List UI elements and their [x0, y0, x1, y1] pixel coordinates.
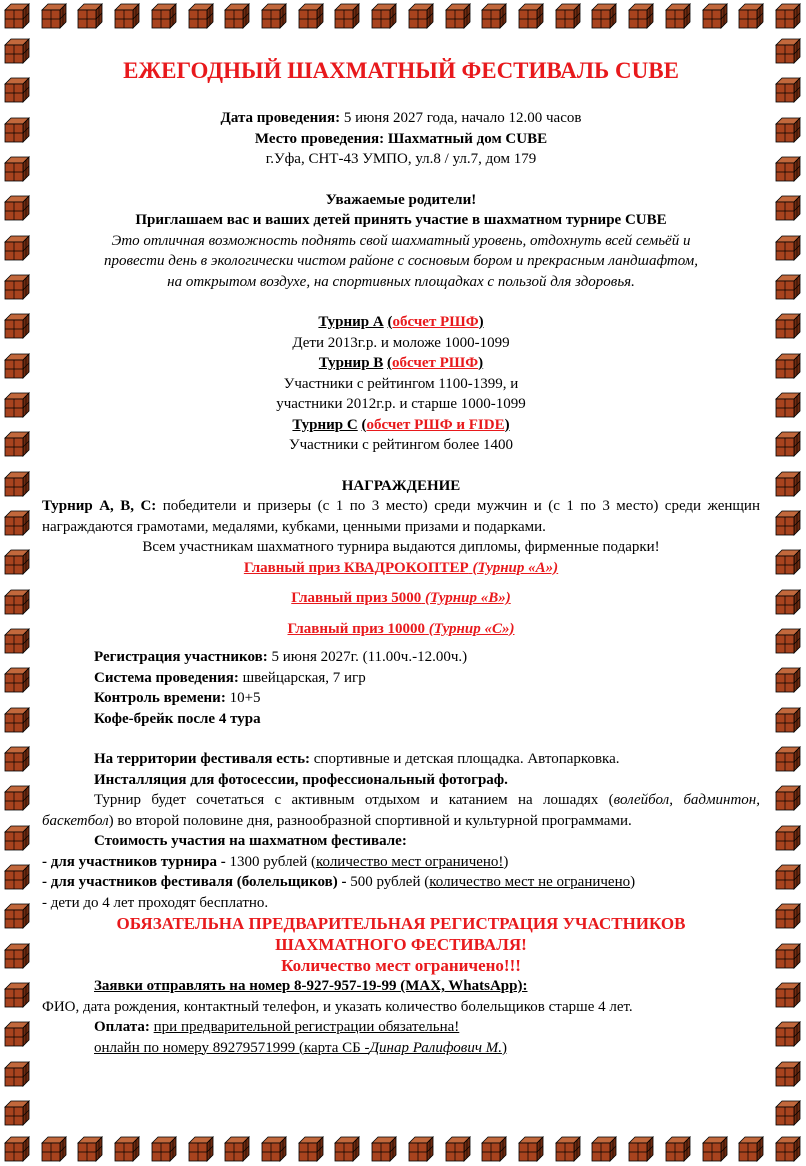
brick-cube-icon — [445, 3, 471, 29]
brick-cube-icon — [628, 3, 654, 29]
photo-line: Инсталляция для фотосессии, профессиональный фотограф. — [94, 771, 508, 788]
brick-cube-icon — [4, 313, 30, 339]
intro-line: на открытом воздухе, на спортивных площадках с пользой для здоровья. — [167, 273, 635, 290]
brick-cube-icon — [4, 982, 30, 1008]
brick-cube-icon — [4, 628, 30, 654]
brick-cube-icon — [261, 3, 287, 29]
brick-cube-icon — [4, 471, 30, 497]
brick-cube-icon — [775, 903, 801, 929]
brick-cube-icon — [775, 3, 801, 29]
tournament-c-heading: Турнир С (обсчет РШФ и FIDE) — [292, 416, 510, 433]
brick-cube-icon — [738, 3, 764, 29]
intro-line: провести день в экологически чистом районе с сосновым бором и прекрасным ландшафтом, — [104, 253, 698, 269]
brick-cube-icon — [298, 3, 324, 29]
brick-cube-icon — [334, 3, 360, 29]
brick-cube-icon — [775, 77, 801, 103]
cost-row: - для участников фестиваля (болельщиков) - 500 рублей (количество мест не ограничено) — [42, 874, 636, 890]
brick-cube-icon — [4, 549, 30, 575]
brick-cube-icon — [775, 1061, 801, 1087]
brick-cube-icon — [775, 1100, 801, 1126]
coffee-break-line: Кофе-брейк после 4 тура — [94, 710, 261, 727]
brick-cube-icon — [775, 117, 801, 143]
brick-cube-icon — [4, 353, 30, 379]
brick-cube-icon — [628, 1136, 654, 1162]
brick-cube-icon — [775, 549, 801, 575]
tournament-b-desc: участники 2012г.р. и старше 1000-1099 — [276, 396, 526, 412]
tournament-a-name: Турнир А — [318, 314, 384, 330]
cost-heading: Стоимость участия на шахматном фестивале: — [94, 833, 407, 849]
brick-cube-icon — [41, 3, 67, 29]
tournament-b-desc: Участники с рейтингом 1100-1399, и — [283, 375, 519, 392]
brick-cube-icon — [41, 1136, 67, 1162]
brick-cube-icon — [775, 785, 801, 811]
brick-cube-icon — [4, 903, 30, 929]
brick-cube-icon — [775, 195, 801, 221]
brick-cube-icon — [371, 3, 397, 29]
tournament-a-rating: обсчет РШФ — [392, 314, 479, 330]
cost-row: - для участников турнира - 1300 рублей (количество мест ограничено!) — [42, 853, 509, 870]
awards-heading: НАГРАЖДЕНИЕ — [341, 477, 461, 494]
brick-cube-icon — [4, 589, 30, 615]
online-payment-line: онлайн по номеру 89279571999 (карта СБ -Динар Ралифович М.) — [94, 1039, 507, 1056]
brick-cube-icon — [591, 1136, 617, 1162]
brick-cube-icon — [775, 471, 801, 497]
territory-line: На территории фестиваля есть: спортивные и детская площадка. Автопарковка. — [94, 751, 620, 767]
mandatory-registration: ШАХМАТНОГО ФЕСТИВАЛЯ! — [275, 935, 527, 954]
tournament-b-rating: обсчет РШФ — [392, 355, 479, 371]
brick-cube-icon — [4, 38, 30, 64]
brick-cube-icon — [445, 1136, 471, 1162]
invite: Приглашаем вас и ваших детей принять участие в шахматном турнире CUBE — [135, 212, 667, 228]
brick-cube-icon — [775, 982, 801, 1008]
tournament-a-desc: Дети 2013г.р. и моложе 1000-1099 — [292, 334, 510, 351]
brick-cube-icon — [775, 667, 801, 693]
page-title: ЕЖЕГОДНЫЙ ШАХМАТНЫЙ ФЕСТИВАЛЬ CUBE — [123, 58, 679, 83]
brick-cube-icon — [298, 1136, 324, 1162]
brick-cube-icon — [77, 1136, 103, 1162]
brick-cube-icon — [775, 274, 801, 300]
brick-cube-icon — [775, 431, 801, 457]
brick-cube-icon — [408, 3, 434, 29]
brick-cube-icon — [77, 3, 103, 29]
brick-cube-icon — [261, 1136, 287, 1162]
brick-cube-icon — [4, 510, 30, 536]
brick-cube-icon — [665, 3, 691, 29]
brick-cube-icon — [4, 274, 30, 300]
brick-cube-icon — [371, 1136, 397, 1162]
brick-cube-icon — [481, 1136, 507, 1162]
brick-cube-icon — [775, 353, 801, 379]
brick-cube-icon — [4, 1061, 30, 1087]
intro-line: Это отличная возможность поднять свой шахматный уровень, отдохнуть всей семьёй и — [111, 232, 691, 249]
brick-cube-icon — [775, 235, 801, 261]
tournament-c-rating: обсчет РШФ и FIDE — [366, 416, 505, 433]
brick-cube-icon — [775, 746, 801, 772]
brick-cube-icon — [4, 825, 30, 851]
brick-cube-icon — [518, 1136, 544, 1162]
mandatory-registration: ОБЯЗАТЕЛЬНА ПРЕДВАРИТЕЛЬНАЯ РЕГИСТРАЦИЯ УЧАСТНИКОВ — [116, 914, 686, 933]
awards-lead: Турнир А, В, С: — [42, 498, 157, 514]
brick-cube-icon — [4, 77, 30, 103]
brick-cube-icon — [151, 1136, 177, 1162]
brick-cube-icon — [188, 3, 214, 29]
tournament-c-name: Турнир С — [292, 416, 358, 433]
brick-cube-icon — [114, 3, 140, 29]
brick-cube-icon — [114, 1136, 140, 1162]
brick-cube-icon — [775, 825, 801, 851]
prize-b: Главный приз 5000 (Турнир «В») — [291, 590, 511, 606]
brick-cube-icon — [4, 667, 30, 693]
greeting: Уважаемые родители! — [325, 191, 477, 208]
brick-cube-icon — [738, 1136, 764, 1162]
brick-cube-icon — [775, 589, 801, 615]
brick-cube-icon — [665, 1136, 691, 1162]
address: г.Уфа, СНТ-43 УМПО, ул.8 / ул.7, дом 179 — [265, 151, 537, 167]
brick-cube-icon — [4, 746, 30, 772]
limited-places: Количество мест ограничено!!! — [281, 956, 521, 975]
brick-cube-icon — [188, 1136, 214, 1162]
venue-line: Место проведения: Шахматный дом CUBE — [254, 130, 548, 147]
prize-c: Главный приз 10000 (Турнир «С») — [287, 620, 515, 637]
tournament-a-heading: Турнир А (обсчет РШФ) — [318, 314, 484, 330]
brick-cube-icon — [334, 1136, 360, 1162]
tournament-c-desc: Участники с рейтингом более 1400 — [288, 437, 514, 453]
payment-line: Оплата: при предварительной регистрации обязательна! — [94, 1019, 460, 1035]
brick-cube-icon — [4, 195, 30, 221]
brick-cube-icon — [4, 1021, 30, 1047]
prize-a: Главный приз КВАДРОКОПТЕР (Турнир «А») — [243, 559, 559, 576]
brick-cube-icon — [775, 628, 801, 654]
brick-cube-icon — [4, 392, 30, 418]
date-label: Дата проведения: — [220, 110, 341, 126]
tournament-b-name: Турнир В — [318, 355, 384, 371]
brick-cube-icon — [775, 707, 801, 733]
brick-cube-icon — [518, 3, 544, 29]
brick-cube-icon — [4, 431, 30, 457]
flyer-content — [42, 56, 760, 1058]
date-line — [42, 108, 760, 129]
date-value: 5 июня 2027 года, начало 12.00 часов — [343, 110, 582, 126]
apply-fields: ФИО, дата рождения, контактный телефон, и указать количество болельщиков старше 4 лет. — [42, 998, 633, 1015]
registration-line: Регистрация участников: 5 июня 2027г. (11.00ч.-12.00ч.) — [94, 649, 468, 665]
brick-cube-icon — [775, 38, 801, 64]
brick-cube-icon — [4, 785, 30, 811]
brick-cube-icon — [4, 1136, 30, 1162]
brick-cube-icon — [775, 156, 801, 182]
brick-cube-icon — [151, 3, 177, 29]
brick-cube-icon — [481, 3, 507, 29]
awards-text — [42, 496, 760, 537]
brick-cube-icon — [4, 707, 30, 733]
brick-cube-icon — [702, 3, 728, 29]
brick-cube-icon — [4, 235, 30, 261]
brick-cube-icon — [702, 1136, 728, 1162]
activities-paragraph: Турнир будет сочетаться с активным отдыхом и катанием на лошадях (волейбол, бадминтон, баскетбол) во второй половине дня, разнообразной спортивной и культурной программами. — [42, 792, 760, 829]
system-line: Система проведения: швейцарская, 7 игр — [94, 669, 366, 686]
time-control-line: Контроль времени: 10+5 — [94, 690, 261, 706]
awards-all: Всем участникам шахматного турнира выдаются дипломы, фирменные подарки! — [142, 539, 660, 555]
brick-cube-icon — [4, 1100, 30, 1126]
brick-cube-icon — [555, 3, 581, 29]
brick-cube-icon — [224, 1136, 250, 1162]
brick-cube-icon — [4, 117, 30, 143]
brick-cube-icon — [4, 943, 30, 969]
awards-body: победители и призеры (с 1 по 3 место) среди мужчин и (с 1 по 3 место) среди женщин награждаются грамотами, медалями, кубками, ценными призами и подарками. — [42, 498, 760, 535]
brick-cube-icon — [591, 3, 617, 29]
brick-cube-icon — [775, 943, 801, 969]
brick-cube-icon — [775, 510, 801, 536]
brick-cube-icon — [555, 1136, 581, 1162]
brick-cube-icon — [775, 313, 801, 339]
brick-cube-icon — [775, 392, 801, 418]
brick-cube-icon — [775, 1021, 801, 1047]
brick-cube-icon — [408, 1136, 434, 1162]
brick-cube-icon — [4, 3, 30, 29]
brick-cube-icon — [224, 3, 250, 29]
cost-row: - дети до 4 лет проходят бесплатно. — [42, 894, 269, 911]
tournament-b-heading: Турнир В (обсчет РШФ) — [318, 355, 484, 371]
brick-cube-icon — [775, 1136, 801, 1162]
brick-cube-icon — [4, 864, 30, 890]
brick-cube-icon — [4, 156, 30, 182]
brick-cube-icon — [775, 864, 801, 890]
apply-line: Заявки отправлять на номер 8-927-957-19-99 (MAX, WhatsApp): — [94, 978, 528, 994]
